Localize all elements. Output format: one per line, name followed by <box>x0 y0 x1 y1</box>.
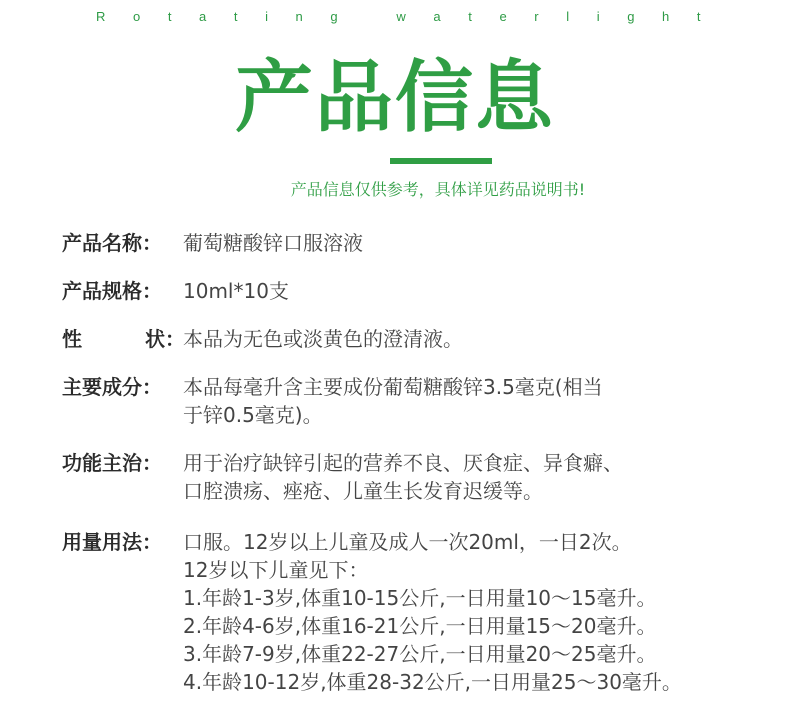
page-title: 产品信息 <box>234 53 555 143</box>
field-label <box>62 325 165 353</box>
value-line: 口服。12岁以上儿童及成人一次20ml，一日2次。 <box>183 530 632 554</box>
label-char: 状 <box>145 327 165 351</box>
field-label: 产品名称： <box>62 231 162 255</box>
field-value <box>183 229 783 257</box>
value-line: 12岁以下儿童见下： <box>183 558 369 582</box>
field-value <box>183 528 783 696</box>
disclaimer-note: 产品信息仅供参考，具体详见药品说明书! <box>290 180 586 199</box>
value-line: 1.年龄1-3岁,体重10-15公斤,一日用量10～15毫升。 <box>183 586 657 610</box>
value-line: 口腔溃疡、痤疮、儿童生长发育迟缓等。 <box>183 479 543 503</box>
label-char: 性 <box>62 327 82 351</box>
value-line: 3.年龄7-9岁,体重22-27公斤,一日用量20～25毫升。 <box>183 642 657 666</box>
title-underline <box>390 158 492 164</box>
value-line: 用于治疗缺锌引起的营养不良、厌食症、异食癖、 <box>183 451 623 475</box>
field-label: 用量用法： <box>62 530 162 554</box>
field-value <box>183 373 783 429</box>
value-line: 4.年龄10-12岁,体重28-32公斤,一日用量25～30毫升。 <box>183 670 682 694</box>
label-colon: ： <box>165 327 185 351</box>
value-line: 本品为无色或淡黄色的澄清液。 <box>183 327 463 351</box>
field-label: 主要成分： <box>62 375 162 399</box>
field-value <box>183 277 783 305</box>
value-line: 于锌0.5毫克)。 <box>183 403 323 427</box>
value-line: 2.年龄4-6岁,体重16-21公斤,一日用量15～20毫升。 <box>183 614 657 638</box>
brand-tagline: Rotating waterlight <box>96 9 729 24</box>
value-line: 葡萄糖酸锌口服溶液 <box>183 231 363 255</box>
value-line: 10ml*10支 <box>183 279 289 303</box>
field-value <box>183 449 783 505</box>
field-label: 功能主治： <box>62 451 162 475</box>
field-value <box>183 325 783 353</box>
field-label: 产品规格： <box>62 279 162 303</box>
value-line: 本品每毫升含主要成份葡萄糖酸锌3.5毫克(相当 <box>183 375 603 399</box>
